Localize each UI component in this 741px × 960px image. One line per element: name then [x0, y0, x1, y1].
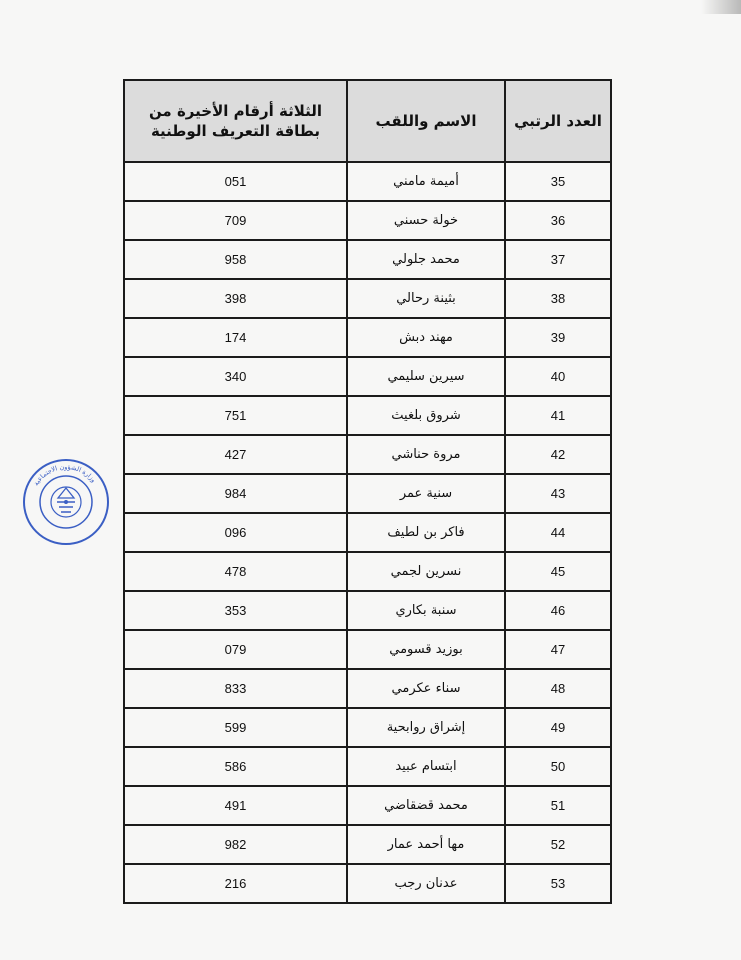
cell-name: أميمة مامني	[347, 162, 505, 201]
cell-id-digits: 353	[124, 591, 347, 630]
header-id-digits	[124, 80, 347, 162]
cell-number: 51	[505, 786, 611, 825]
scan-shadow	[701, 0, 741, 14]
cell-name: مروة حناشي	[347, 435, 505, 474]
cell-name: سيرين سليمي	[347, 357, 505, 396]
cell-number: 45	[505, 552, 611, 591]
cell-number: 39	[505, 318, 611, 357]
official-stamp	[22, 458, 110, 546]
cell-id-digits: 079	[124, 630, 347, 669]
cell-name: سنية عمر	[347, 474, 505, 513]
cell-id-digits: 958	[124, 240, 347, 279]
table-row	[124, 513, 611, 552]
cell-number: 36	[505, 201, 611, 240]
header-name: الاسم واللقب	[347, 80, 505, 162]
cell-number: 47	[505, 630, 611, 669]
cell-id-digits: 751	[124, 396, 347, 435]
cell-name: عدنان رجب	[347, 864, 505, 903]
cell-name: محمد قضقاضي	[347, 786, 505, 825]
table-row	[124, 747, 611, 786]
cell-name: خولة حسني	[347, 201, 505, 240]
table-row	[124, 162, 611, 201]
table-row	[124, 708, 611, 747]
cell-number: 42	[505, 435, 611, 474]
cell-name: سنبة بكاري	[347, 591, 505, 630]
cell-id-digits: 982	[124, 825, 347, 864]
cell-number: 50	[505, 747, 611, 786]
cell-name: محمد جلولي	[347, 240, 505, 279]
cell-id-digits: 491	[124, 786, 347, 825]
cell-id-digits: 599	[124, 708, 347, 747]
cell-name: مها أحمد عمار	[347, 825, 505, 864]
cell-number: 40	[505, 357, 611, 396]
table-row	[124, 201, 611, 240]
table-header-row	[124, 80, 611, 162]
table-row	[124, 279, 611, 318]
cell-name: إشراق روابحية	[347, 708, 505, 747]
cell-number: 41	[505, 396, 611, 435]
table-row	[124, 474, 611, 513]
cell-id-digits: 478	[124, 552, 347, 591]
cell-name: شروق بلغيث	[347, 396, 505, 435]
cell-id-digits: 427	[124, 435, 347, 474]
header-number: العدد الرتبي	[505, 80, 611, 162]
cell-name: بوزيد قسومي	[347, 630, 505, 669]
cell-name: نسرين لجمي	[347, 552, 505, 591]
table-row	[124, 786, 611, 825]
table-row	[124, 396, 611, 435]
cell-id-digits: 709	[124, 201, 347, 240]
candidates-table	[123, 79, 612, 904]
cell-number: 53	[505, 864, 611, 903]
cell-number: 46	[505, 591, 611, 630]
cell-id-digits: 174	[124, 318, 347, 357]
header-id-digits-text: الثلاثة أرقام الأخيرة من بطاقة التعريف الوطنية	[148, 101, 323, 140]
cell-id-digits: 833	[124, 669, 347, 708]
cell-id-digits: 586	[124, 747, 347, 786]
cell-number: 52	[505, 825, 611, 864]
cell-number: 43	[505, 474, 611, 513]
table-row	[124, 864, 611, 903]
cell-name: سناء عكرمي	[347, 669, 505, 708]
cell-name: بثينة رحالي	[347, 279, 505, 318]
cell-number: 44	[505, 513, 611, 552]
table-row	[124, 240, 611, 279]
cell-id-digits: 051	[124, 162, 347, 201]
table-row	[124, 552, 611, 591]
table-row	[124, 435, 611, 474]
cell-number: 48	[505, 669, 611, 708]
cell-id-digits: 398	[124, 279, 347, 318]
cell-id-digits: 340	[124, 357, 347, 396]
cell-name: فاكر بن لطيف	[347, 513, 505, 552]
stamp-text: وزارة الشؤون الاجتماعية	[31, 462, 98, 488]
cell-number: 37	[505, 240, 611, 279]
cell-number: 38	[505, 279, 611, 318]
cell-id-digits: 216	[124, 864, 347, 903]
table-row	[124, 591, 611, 630]
table-row	[124, 825, 611, 864]
cell-id-digits: 984	[124, 474, 347, 513]
cell-number: 35	[505, 162, 611, 201]
cell-name: ابتسام عبيد	[347, 747, 505, 786]
cell-number: 49	[505, 708, 611, 747]
table-row	[124, 630, 611, 669]
cell-name: مهند دبش	[347, 318, 505, 357]
table-row	[124, 357, 611, 396]
table-row	[124, 669, 611, 708]
table-row	[124, 318, 611, 357]
cell-id-digits: 096	[124, 513, 347, 552]
